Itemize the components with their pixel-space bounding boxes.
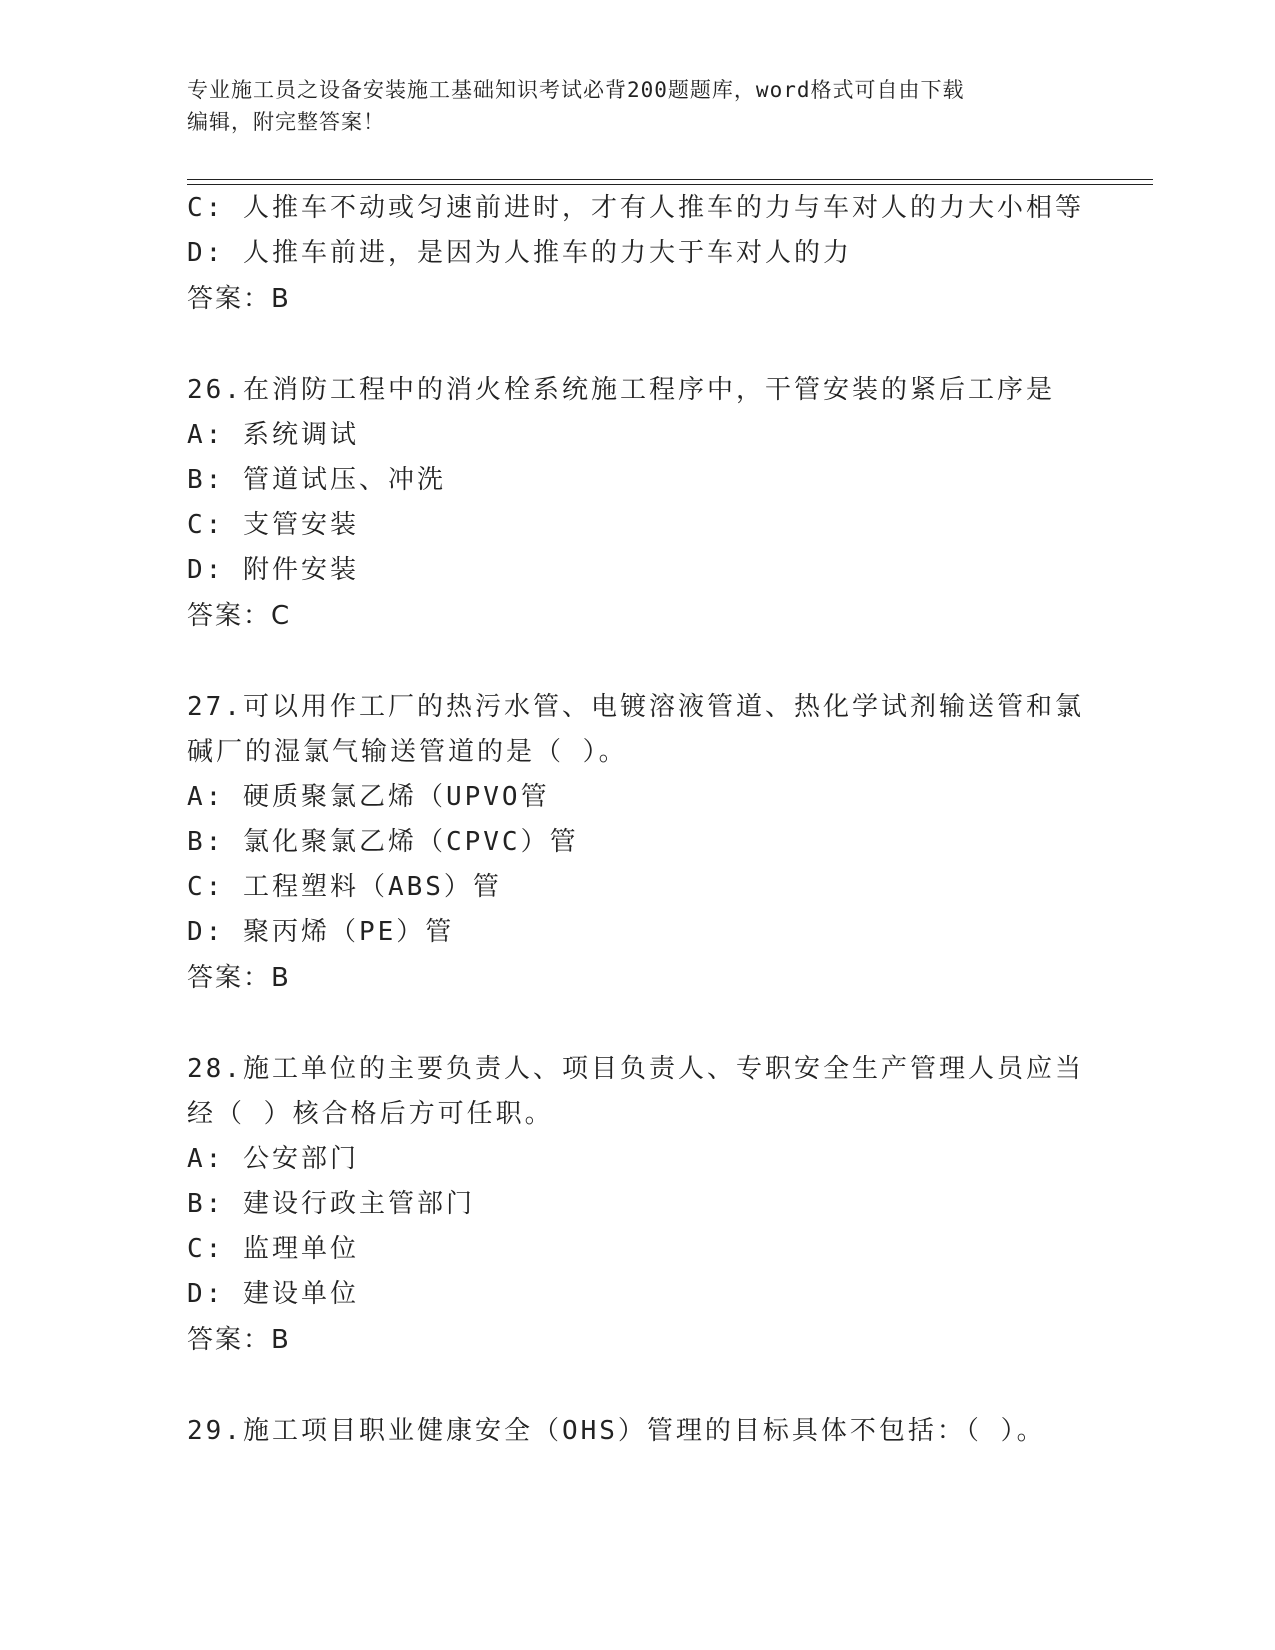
question-26 <box>187 368 1187 640</box>
answer-line: 答案：B <box>187 1325 291 1355</box>
header-divider-bottom <box>187 184 1153 185</box>
option-d: D: 聚丙烯（PE）管 <box>187 917 455 947</box>
question-25-continued <box>187 186 1187 323</box>
option-d: D: 附件安装 <box>187 555 359 585</box>
option-d: D: 人推车前进，是因为人推车的力大于车对人的力 <box>187 238 852 268</box>
question-28 <box>187 1047 1187 1364</box>
header-title-line-1: 专业施工员之设备安装施工基础知识考试必背200题题库，word格式可自由下载 <box>187 78 965 102</box>
option-b: B: 管道试压、冲洗 <box>187 465 446 495</box>
option-c: C: 支管安装 <box>187 510 359 540</box>
spacer <box>187 323 1187 368</box>
option-d: D: 建设单位 <box>187 1279 359 1309</box>
option-a: A: 公安部门 <box>187 1144 359 1174</box>
answer-line: 答案：B <box>187 284 291 314</box>
answer-line: 答案：C <box>187 601 292 631</box>
question-list <box>187 186 1187 1454</box>
answer-line: 答案：B <box>187 963 291 993</box>
option-b: B: 建设行政主管部门 <box>187 1189 475 1219</box>
option-c: C: 工程塑料（ABS）管 <box>187 872 502 902</box>
question-29 <box>187 1409 1187 1454</box>
header-title-line-2: 编辑，附完整答案！ <box>187 110 385 134</box>
spacer <box>187 1364 1187 1409</box>
option-a: A: 系统调试 <box>187 420 359 450</box>
document-header <box>187 74 1087 138</box>
question-stem: 27.可以用作工厂的热污水管、电镀溶液管道、热化学试剂输送管和氯 <box>187 692 1084 722</box>
question-stem: 29.施工项目职业健康安全（OHS）管理的目标具体不包括：（ ）。 <box>187 1416 1046 1446</box>
spacer <box>187 1002 1187 1047</box>
header-divider-top <box>187 179 1153 180</box>
question-stem-continued: 经（ ）核合格后方可任职。 <box>187 1099 554 1129</box>
option-b: B: 氯化聚氯乙烯（CPVC）管 <box>187 827 579 857</box>
question-stem: 26.在消防工程中的消火栓系统施工程序中，干管安装的紧后工序是 <box>187 375 1055 405</box>
option-a: A: 硬质聚氯乙烯（UPVO管 <box>187 782 550 812</box>
question-stem: 28.施工单位的主要负责人、项目负责人、专职安全生产管理人员应当 <box>187 1054 1084 1084</box>
question-27 <box>187 685 1187 1002</box>
option-c: C: 监理单位 <box>187 1234 359 1264</box>
spacer <box>187 640 1187 685</box>
option-c: C: 人推车不动或匀速前进时，才有人推车的力与车对人的力大小相等 <box>187 193 1084 223</box>
question-stem-continued: 碱厂的湿氯气输送管道的是（ ）。 <box>187 737 628 767</box>
